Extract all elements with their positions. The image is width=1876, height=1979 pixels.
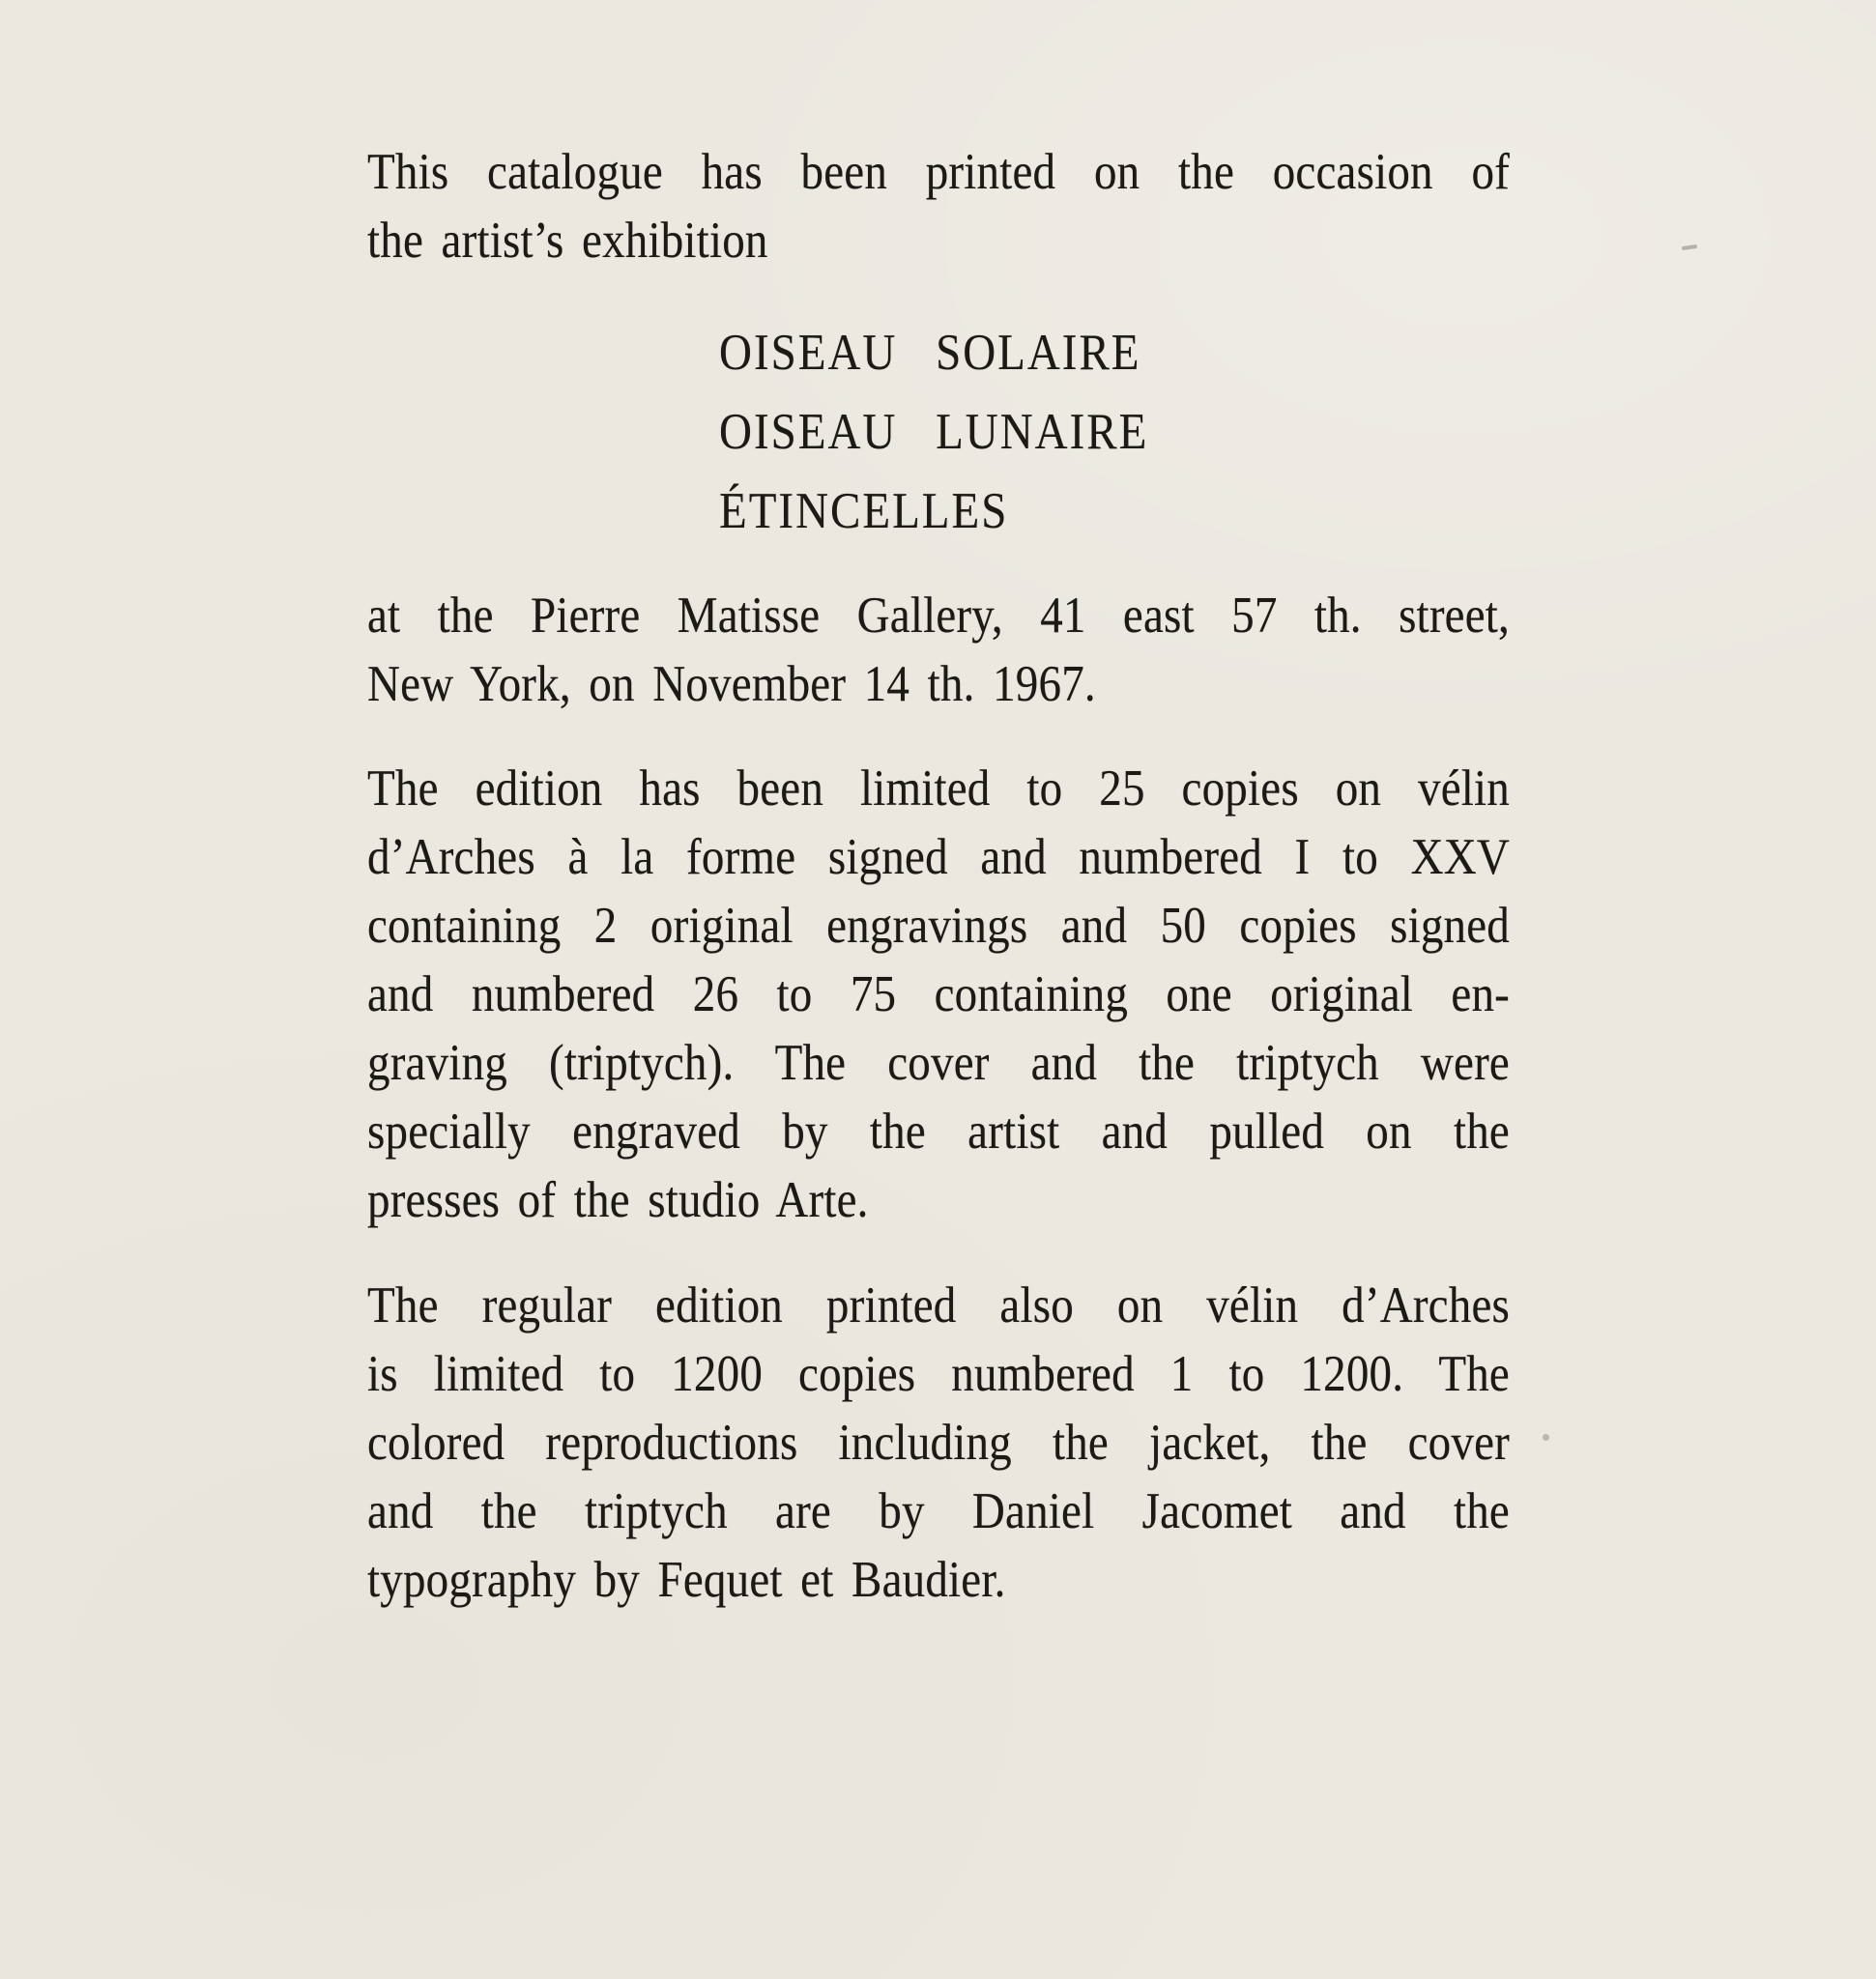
text-line: and numbered 26 to 75 containing one original en- — [367, 965, 1510, 1023]
exhibition-title-block — [719, 313, 1510, 551]
regular-edition-paragraph — [367, 1272, 1510, 1615]
text-column — [367, 0, 1510, 1615]
text-line: typography by Fequet et Baudier. — [367, 1551, 1006, 1609]
text-line: containing 2 original engravings and 50 copies signed — [367, 897, 1510, 955]
text-line: and the triptych are by Daniel Jacomet and the — [367, 1482, 1510, 1540]
title-line: OISEAU SOLAIRE — [719, 324, 1141, 382]
text-line: d’Arches à la forme signed and numbered I to XXV — [367, 828, 1510, 886]
text-line: at the Pierre Matisse Gallery, 41 east 57 th. street, — [367, 587, 1510, 645]
text-line: New York, on November 14 th. 1967. — [367, 655, 1096, 713]
intro-paragraph — [367, 138, 1510, 275]
text-line: the artist’s exhibition — [367, 212, 768, 270]
text-line: is limited to 1200 copies numbered 1 to 1200. The — [367, 1345, 1510, 1403]
text-line: presses of the studio Arte. — [367, 1171, 869, 1229]
text-line: graving (triptych). The cover and the triptych were — [367, 1034, 1510, 1092]
title-line: ÉTINCELLES — [719, 482, 1009, 540]
title-line: OISEAU LUNAIRE — [719, 403, 1149, 461]
venue-paragraph — [367, 582, 1510, 719]
text-line: specially engraved by the artist and pulled on the — [367, 1103, 1510, 1161]
text-line: The edition has been limited to 25 copies on vélin — [367, 760, 1510, 817]
text-line: The regular edition printed also on vélin d’Arches — [367, 1276, 1510, 1334]
scan-artifact — [1543, 1434, 1549, 1441]
text-line: This catalogue has been printed on the occasion of — [367, 143, 1510, 201]
edition-paragraph — [367, 755, 1510, 1235]
text-line: colored reproductions including the jacket, the cover — [367, 1414, 1510, 1472]
scan-artifact — [1682, 244, 1697, 250]
